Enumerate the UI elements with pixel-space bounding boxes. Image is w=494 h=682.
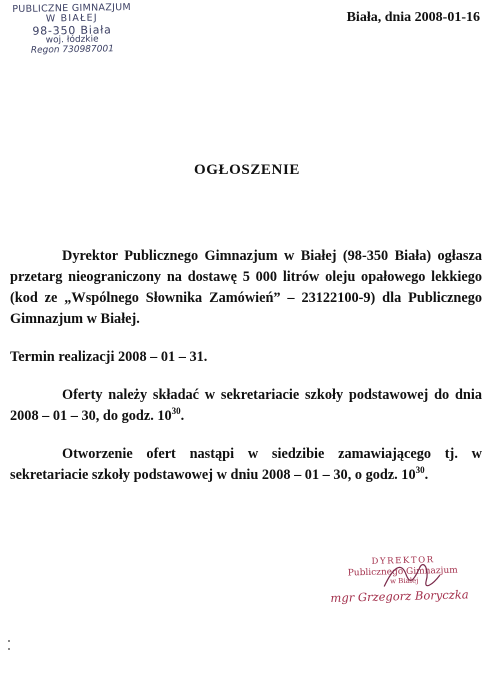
offers-text: Oferty należy składać w sekretariacie szkoły podstawowej do dnia 2008 – 01 – 30, do godz. 10	[10, 387, 482, 424]
stamp-line-2: W BIAŁEJ	[45, 12, 98, 25]
opening-time-minutes: 30	[415, 465, 425, 476]
handwritten-signature-icon	[379, 555, 460, 597]
signature-name: mgr Grzegorz Boryczka	[330, 587, 469, 605]
paragraph-offers	[10, 385, 482, 427]
paragraph-deadline: Termin realizacji 2008 – 01 – 31.	[10, 349, 208, 365]
stamp-line-1: PUBLICZNE GIMNAZJUM	[12, 1, 132, 16]
document-title: OGŁOSZENIE	[193, 162, 301, 178]
opening-end: .	[424, 467, 429, 483]
margin-marks	[8, 640, 11, 656]
paragraph-tender: Dyrektor Publicznego Gimnazjum w Białej (98-350 Biała) ogłasza przetarg nieograniczony na dostawę 5 000 litrów oleju opałowego lekkiego (kod ze „Wspólnego Słownika Zamówień” – 23122100-9) dla Publicznego Gimnazjum w Białej.	[10, 248, 482, 327]
school-stamp	[6, 3, 139, 57]
place-and-date: Biała, dnia 2008-01-16	[346, 10, 480, 25]
director-signature-stamp	[319, 554, 490, 605]
stamp-line-5: Regon 730987001	[30, 44, 114, 56]
offers-time-minutes: 30	[171, 406, 181, 417]
signature-institution-place: w Białej	[389, 576, 419, 586]
signature-institution: Publicznego Gimnazjum	[347, 565, 458, 579]
paragraph-opening	[10, 444, 482, 486]
opening-text: Otworzenie ofert nastąpi w siedzibie zamawiającego tj. w sekretariacie szkoły podstawowej w dniu 2008 – 01 – 30, o godz. 10	[10, 446, 482, 483]
stamp-line-3: 98-350 Biała	[32, 23, 112, 38]
offers-end: .	[180, 408, 185, 424]
stamp-line-4: woj. łódzkie	[45, 35, 99, 46]
announcement-body	[10, 246, 482, 503]
signature-role: DYREKTOR	[371, 555, 435, 567]
